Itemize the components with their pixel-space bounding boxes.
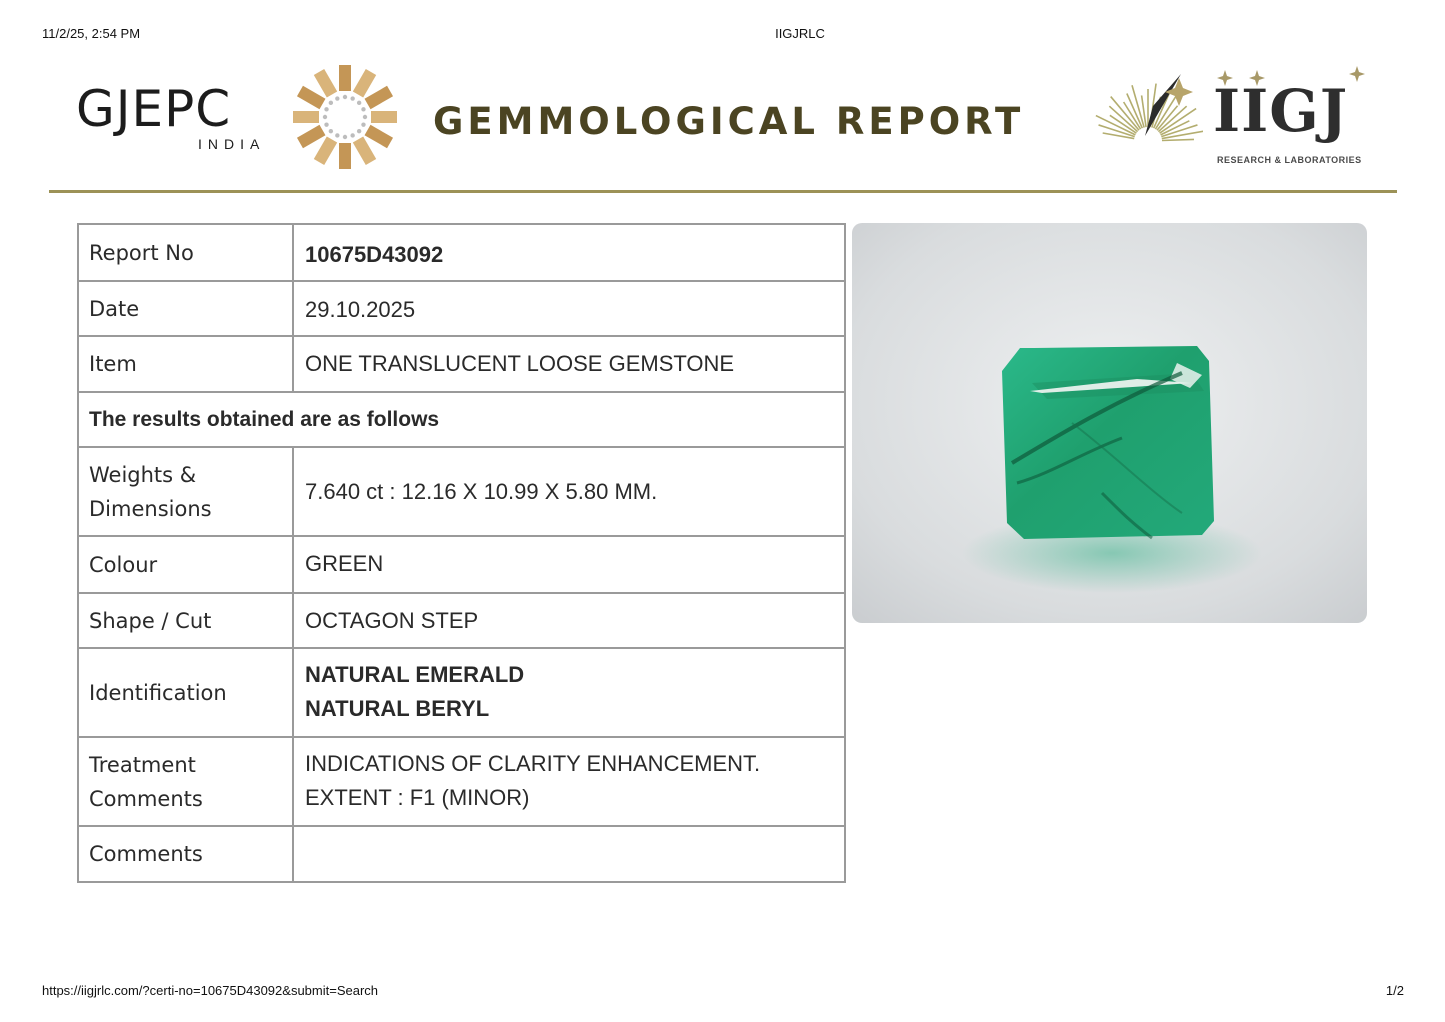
row-label-line: Comments: [89, 786, 203, 811]
row-label-line: Dimensions: [89, 496, 212, 521]
table-row: [78, 648, 845, 737]
gjepc-emblem-icon: [290, 62, 400, 172]
row-label: Shape / Cut: [78, 593, 293, 648]
colour-value: GREEN: [293, 536, 845, 593]
iigj-logo-subtext: RESEARCH & LABORATORIES: [1217, 155, 1362, 165]
iigj-logo: [1093, 62, 1383, 184]
treatment-line: EXTENT : F1 (MINOR): [305, 785, 530, 810]
gemstone-photo: [852, 223, 1367, 623]
iigj-starburst-icon: [1093, 66, 1203, 181]
row-label: [78, 447, 293, 536]
print-url: https://iigjrlc.com/?certi-no=10675D43092&submit=Search: [42, 983, 379, 998]
row-label-line: Weights &: [89, 462, 197, 487]
iigj-logo-text: IIGJ: [1213, 77, 1349, 145]
treatment-value: [293, 737, 845, 826]
report-table: [77, 223, 846, 883]
table-row: [78, 336, 845, 392]
gjepc-logo-text: GJEPC: [76, 80, 232, 138]
table-row: [78, 826, 845, 882]
row-label: Report No: [78, 224, 293, 281]
print-page-number: 1/2: [1385, 983, 1404, 998]
report-title: GEMMOLOGICAL REPORT: [433, 100, 1025, 143]
row-label: Comments: [78, 826, 293, 882]
row-label: Identification: [78, 648, 293, 737]
table-row: [78, 737, 845, 826]
header-divider: [49, 190, 1397, 193]
identification-line: NATURAL BERYL: [305, 696, 490, 721]
table-row: [78, 224, 845, 281]
row-label: [78, 737, 293, 826]
gjepc-logo: [76, 62, 406, 177]
emerald-gem-image: [852, 223, 1367, 623]
weights-value: 7.640 ct : 12.16 X 10.99 X 5.80 MM.: [293, 447, 845, 536]
table-row: [78, 536, 845, 593]
row-label-line: Treatment: [89, 752, 196, 777]
gjepc-logo-subtext: INDIA: [198, 136, 266, 152]
item-value: ONE TRANSLUCENT LOOSE GEMSTONE: [293, 336, 845, 392]
treatment-line: INDICATIONS OF CLARITY ENHANCEMENT.: [305, 751, 761, 776]
table-row: [78, 392, 845, 447]
identification-value: [293, 648, 845, 737]
print-datetime: 11/2/25, 2:54 PM: [42, 26, 141, 41]
table-row: [78, 281, 845, 336]
identification-line: NATURAL EMERALD: [305, 662, 525, 687]
comments-value: [293, 826, 845, 882]
date-value: 29.10.2025: [293, 281, 845, 336]
table-row: [78, 593, 845, 648]
report-number-value: 10675D43092: [293, 224, 845, 281]
results-heading: The results obtained are as follows: [78, 392, 845, 447]
shape-value: OCTAGON STEP: [293, 593, 845, 648]
row-label: Date: [78, 281, 293, 336]
row-label: Item: [78, 336, 293, 392]
table-row: [78, 447, 845, 536]
print-site-title: IIGJRLC: [775, 26, 825, 41]
row-label: Colour: [78, 536, 293, 593]
